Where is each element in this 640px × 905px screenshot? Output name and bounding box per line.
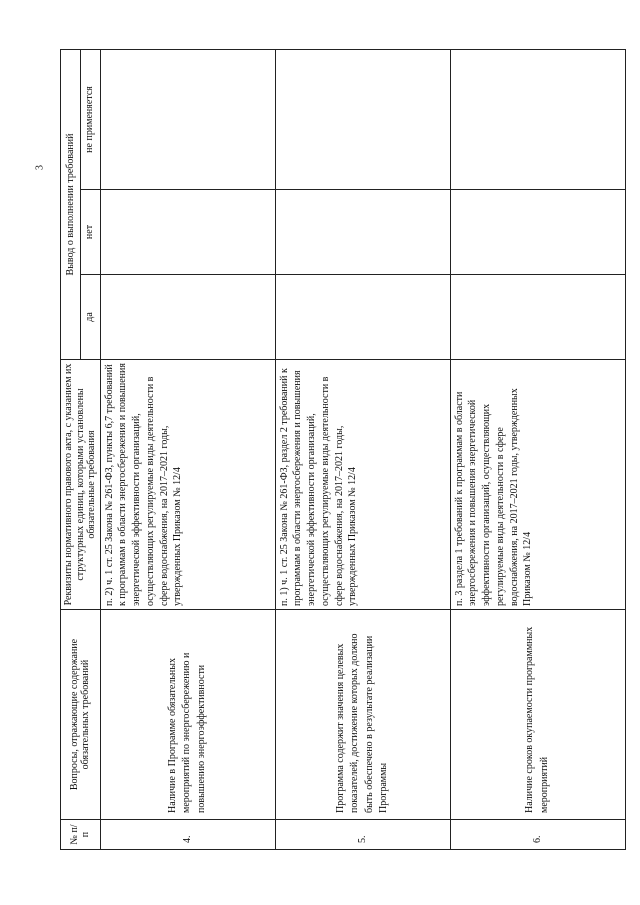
table-row bbox=[450, 49, 625, 849]
cell-no[interactable] bbox=[450, 190, 625, 275]
cell-no[interactable] bbox=[100, 190, 275, 275]
header-no: нет bbox=[80, 190, 100, 275]
requirements-table bbox=[60, 49, 626, 850]
cell-yes[interactable] bbox=[275, 275, 450, 360]
table-row bbox=[275, 49, 450, 849]
cell-not-applicable[interactable] bbox=[100, 49, 275, 189]
row-number: 6. bbox=[450, 820, 625, 850]
table-header-row bbox=[61, 49, 81, 849]
row-requisites: п. 3 раздела 1 требований к программам в области энергосбережения и повышения энергетической эффективности организаций, осуществляющих регулируемые виды деятельности в сфере водоснабжения, на 2017–2021 годы, утвержденных Приказом № 12/4 bbox=[450, 360, 625, 610]
row-requisites: п. 2) ч. 1 ст. 25 Закона № 261-ФЗ, пункты 6,7 требований к программам в области энергосбережения и повышения энергетической эффективности организаций, осуществляющих регулируемые виды деятельности в сфере водоснабжения, на 2017–2021 годы, утвержденных Приказом № 12/4 bbox=[100, 360, 275, 610]
table-row bbox=[100, 49, 275, 849]
header-conclusion: Вывод о выполнении требований bbox=[61, 49, 81, 359]
header-num: № п/п bbox=[61, 820, 101, 850]
cell-no[interactable] bbox=[275, 190, 450, 275]
header-requisites: Реквизиты нормативного правового акта, с указанием их структурных единиц, которыми установлены обязательные требования bbox=[61, 360, 101, 610]
cell-not-applicable[interactable] bbox=[275, 49, 450, 189]
row-requisites: п. 1) ч. 1 ст. 25 Закона № 261-ФЗ, раздел 2 требований к программам в области энергосбережения и повышения энергетической эффективности организаций, осуществляющих регулируемые виды деятельности в сфере водоснабжения, на 2017–2021 годы, утвержденных Приказом № 12/4 bbox=[275, 360, 450, 610]
row-question: Наличие сроков окупаемости программных мероприятий bbox=[450, 610, 625, 820]
cell-yes[interactable] bbox=[450, 275, 625, 360]
row-number: 5. bbox=[275, 820, 450, 850]
row-question: Наличие в Программе обязательных мероприятий по энергосбережению и повышению энергоэффективности bbox=[100, 610, 275, 820]
row-number: 4. bbox=[100, 820, 275, 850]
header-not-applicable: не применяется bbox=[80, 49, 100, 189]
page-number: 3 bbox=[34, 165, 46, 170]
cell-not-applicable[interactable] bbox=[450, 49, 625, 189]
rotated-page bbox=[60, 50, 620, 850]
header-yes: да bbox=[80, 275, 100, 360]
row-question: Программа содержит значения целевых показателей, достижение которых должно быть обеспечено в результате реализации Программы bbox=[275, 610, 450, 820]
cell-yes[interactable] bbox=[100, 275, 275, 360]
header-question: Вопросы, отражающие содержание обязательных требований bbox=[61, 610, 101, 820]
